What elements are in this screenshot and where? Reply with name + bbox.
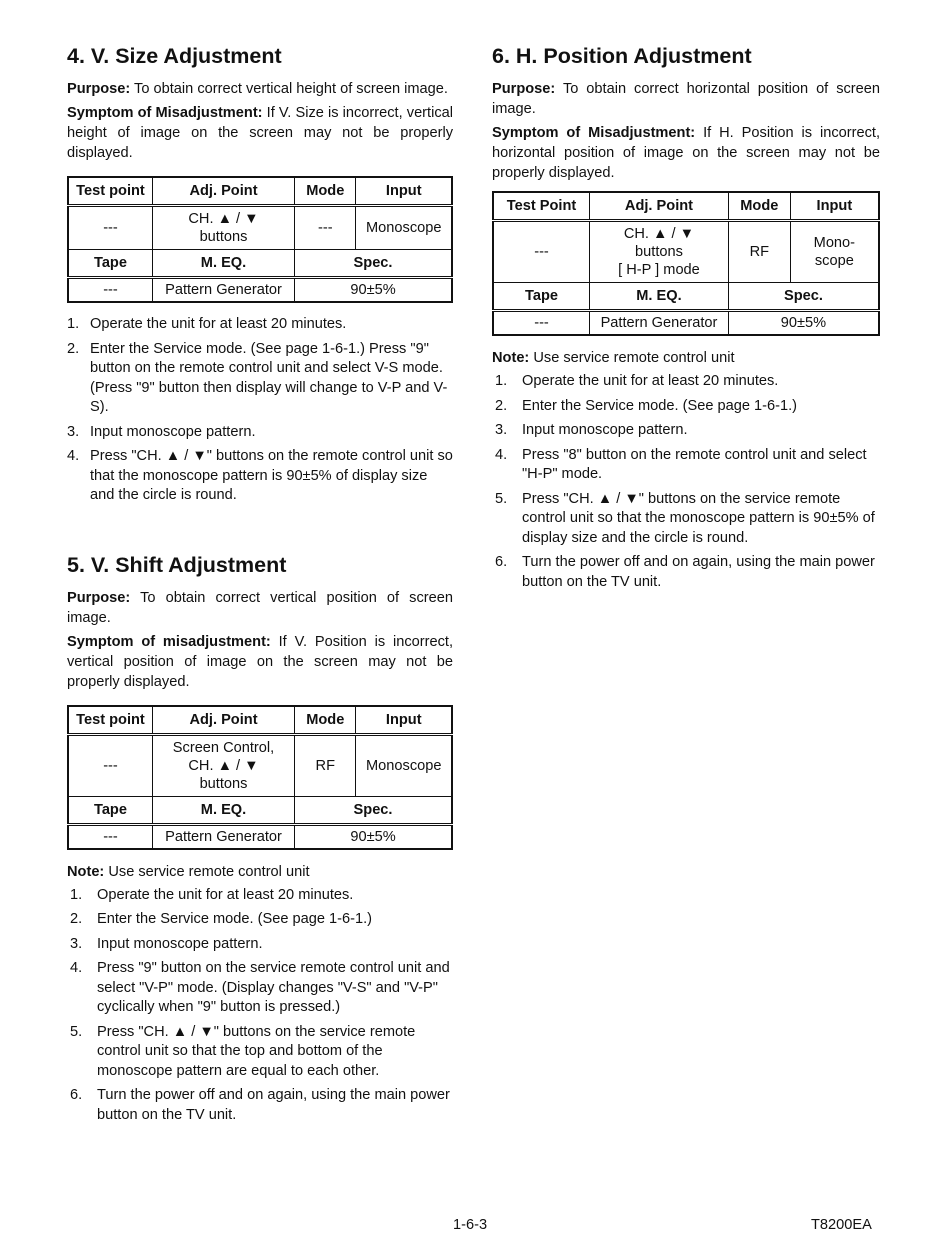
list-item (67, 340, 453, 418)
list-item (492, 397, 880, 417)
cell-adj-point (152, 734, 294, 796)
section-v-shift (67, 553, 453, 1126)
cell-tape: --- (68, 278, 152, 303)
table-header-row (68, 796, 452, 824)
step-number: 2. (67, 340, 80, 357)
cell-meq: Pattern Generator (590, 311, 729, 336)
header-tape: Tape (68, 796, 152, 824)
header-meq: M. EQ. (152, 250, 294, 278)
step-number: 2. (495, 397, 508, 414)
table-header-row (493, 283, 879, 311)
list-item (67, 1086, 453, 1125)
step-text: Press "9" button on the service remote control unit and select "V-P" mode. (Display changes "V-S" and "V-P" cyclically when "9" button is pressed.) (97, 960, 450, 1015)
symptom-paragraph (492, 123, 880, 183)
adjustment-table (492, 191, 880, 336)
step-text: Enter the Service mode. (See page 1-6-1.) (97, 911, 372, 927)
purpose-paragraph (67, 79, 453, 99)
input-line: Mono- (813, 235, 856, 251)
symptom-text: If V. Position is incorrect, vertical position of image on the screen may not be properly displayed. (67, 633, 453, 690)
cell-spec: 90±5% (295, 824, 452, 849)
section-title: 4. V. Size Adjustment (67, 44, 282, 68)
step-number: 3. (70, 935, 83, 952)
header-mode: Mode (728, 192, 790, 221)
table-row (68, 206, 452, 250)
list-item (492, 446, 880, 485)
step-text: Input monoscope pattern. (90, 423, 256, 440)
step-number: 4. (495, 446, 508, 463)
step-number: 1. (70, 886, 83, 903)
header-input: Input (356, 177, 452, 206)
purpose-label: Purpose: (67, 81, 131, 97)
header-spec: Spec. (295, 250, 452, 278)
table-row (68, 278, 452, 303)
table-row (68, 734, 452, 796)
cell-meq: Pattern Generator (152, 278, 294, 303)
purpose-label: Purpose: (67, 589, 131, 606)
header-adj-point: Adj. Point (152, 706, 294, 735)
list-item (67, 959, 453, 1018)
step-number: 1. (67, 316, 80, 332)
cell-tape: --- (68, 824, 152, 849)
header-tape: Tape (68, 250, 152, 278)
header-mode: Mode (295, 706, 356, 735)
cell-spec: 90±5% (728, 311, 879, 336)
step-text: Operate the unit for at least 20 minutes. (97, 886, 354, 903)
table-header-row (68, 706, 452, 735)
cell-mode: --- (295, 206, 356, 250)
list-item (492, 490, 880, 549)
cell-mode: RF (728, 221, 790, 283)
header-test-point: Test point (68, 706, 152, 735)
step-text: Press "CH. ▲ / ▼" buttons on the service remote control unit so that the top and bottom of the monoscope pattern are equal to each other. (97, 1023, 416, 1079)
header-input: Input (356, 706, 452, 735)
symptom-paragraph (67, 103, 453, 163)
steps-list (67, 315, 453, 506)
list-item (492, 553, 880, 592)
list-item (492, 372, 880, 392)
cell-adj-point (152, 206, 294, 250)
step-text: Operate the unit for at least 20 minutes. (90, 316, 347, 332)
adj-point-line: CH. ▲ / ▼ (188, 211, 259, 227)
step-text: Press "CH. ▲ / ▼" buttons on the remote control unit so that the monoscope pattern is 90±5% of display size and the circle is round. (90, 448, 453, 503)
step-number: 4. (67, 448, 80, 464)
step-text: Turn the power off and on again, using the main power button on the TV unit. (97, 1087, 450, 1123)
header-adj-point: Adj. Point (590, 192, 729, 221)
step-text: Press "CH. ▲ / ▼" buttons on the service remote control unit so that the monoscope pattern is 90±5% of display size and the circle is round. (522, 490, 875, 546)
cell-input: Monoscope (356, 734, 452, 796)
table-header-row (493, 192, 879, 221)
step-text: Input monoscope pattern. (97, 935, 263, 952)
cell-spec: 90±5% (295, 278, 452, 303)
header-tape: Tape (493, 283, 590, 311)
symptom-label: Symptom of Misadjustment: (492, 125, 696, 141)
symptom-text: If V. Size is incorrect, vertical height of image on the screen may not be properly displayed. (67, 105, 453, 161)
note-text: Use service remote control unit (529, 350, 735, 366)
steps-list (492, 372, 880, 592)
cell-tape: --- (493, 311, 590, 336)
header-input: Input (790, 192, 879, 221)
note-text: Use service remote control unit (104, 863, 310, 880)
header-meq: M. EQ. (590, 283, 729, 311)
cell-input (790, 221, 879, 283)
header-spec: Spec. (728, 283, 879, 311)
header-test-point: Test Point (493, 192, 590, 221)
adjustment-table (67, 176, 453, 303)
list-item (67, 910, 453, 930)
purpose-text: To obtain correct vertical height of screen image. (130, 81, 448, 97)
purpose-label: Purpose: (492, 81, 556, 97)
cell-input: Monoscope (356, 206, 452, 250)
adjustment-table (67, 705, 453, 850)
cell-meq: Pattern Generator (152, 824, 294, 849)
step-number: 3. (495, 422, 508, 438)
page-number: 1-6-3 (453, 1217, 488, 1233)
list-item (67, 935, 453, 955)
cell-test-point: --- (68, 734, 152, 796)
table-row (493, 311, 879, 336)
note-paragraph (67, 862, 453, 882)
model-code: T8200EA (811, 1217, 872, 1233)
cell-test-point: --- (493, 221, 590, 283)
purpose-text: To obtain correct vertical position of screen image. (67, 589, 453, 626)
step-number: 1. (495, 373, 508, 389)
step-number: 6. (495, 554, 508, 570)
step-number: 2. (70, 911, 83, 927)
step-number: 5. (70, 1023, 83, 1040)
step-text: Input monoscope pattern. (522, 422, 688, 438)
steps-list (67, 886, 453, 1126)
header-mode: Mode (295, 177, 356, 206)
step-number: 4. (70, 960, 83, 976)
symptom-label: Symptom of Misadjustment: (67, 105, 263, 121)
header-test-point: Test point (68, 177, 152, 206)
adj-point-line: buttons (635, 244, 683, 260)
left-column (67, 44, 453, 1130)
adj-point-line: [ H-P ] mode (618, 262, 700, 278)
purpose-paragraph (67, 588, 453, 628)
list-item (67, 447, 453, 506)
list-item (492, 421, 880, 441)
header-spec: Spec. (295, 796, 452, 824)
table-row (68, 824, 452, 849)
section-title: 5. V. Shift Adjustment (67, 552, 287, 577)
header-adj-point: Adj. Point (152, 177, 294, 206)
note-label: Note: (492, 350, 530, 366)
list-item (67, 315, 453, 335)
cell-mode: RF (295, 734, 356, 796)
step-text: Turn the power off and on again, using the main power button on the TV unit. (522, 554, 875, 590)
right-column (492, 44, 880, 597)
adj-point-line: buttons (199, 775, 248, 792)
adj-point-line: Screen Control, (172, 739, 275, 756)
table-header-row (68, 250, 452, 278)
adj-point-line: buttons (199, 229, 248, 245)
table-row (493, 221, 879, 283)
section-v-size (67, 44, 453, 506)
table-header-row (68, 177, 452, 206)
input-line: scope (814, 253, 854, 269)
step-text: Enter the Service mode. (See page 1-6-1.) (522, 397, 797, 414)
list-item (67, 423, 453, 443)
section-h-position (492, 44, 880, 592)
step-number: 3. (67, 423, 80, 440)
adj-point-line: CH. ▲ / ▼ (188, 757, 259, 774)
cell-adj-point (590, 221, 729, 283)
symptom-text: If H. Position is incorrect, horizontal position of image on the screen may not be properly displayed. (492, 125, 881, 181)
note-paragraph (492, 348, 880, 368)
cell-test-point: --- (68, 206, 152, 250)
list-item (67, 886, 453, 906)
section-title: 6. H. Position Adjustment (492, 44, 752, 68)
list-item (67, 1023, 453, 1082)
step-text: Operate the unit for at least 20 minutes. (522, 373, 779, 389)
adj-point-line: CH. ▲ / ▼ (623, 226, 695, 242)
purpose-text: To obtain correct horizontal position of screen image. (492, 81, 880, 117)
step-text: Enter the Service mode. (See page 1-6-1.) Press "9" button on the remote control unit and select V-S mode. (Press "9" button then display will change to V-P and V-S). (90, 340, 448, 415)
step-number: 5. (495, 490, 508, 507)
step-number: 6. (70, 1087, 83, 1103)
note-label: Note: (67, 863, 105, 880)
purpose-paragraph (492, 79, 880, 119)
section-spacer (67, 511, 453, 553)
symptom-paragraph (67, 632, 453, 692)
step-text: Press "8" button on the remote control unit and select "H-P" mode. (522, 446, 867, 482)
header-meq: M. EQ. (152, 796, 294, 824)
symptom-label: Symptom of misadjustment: (67, 633, 271, 650)
